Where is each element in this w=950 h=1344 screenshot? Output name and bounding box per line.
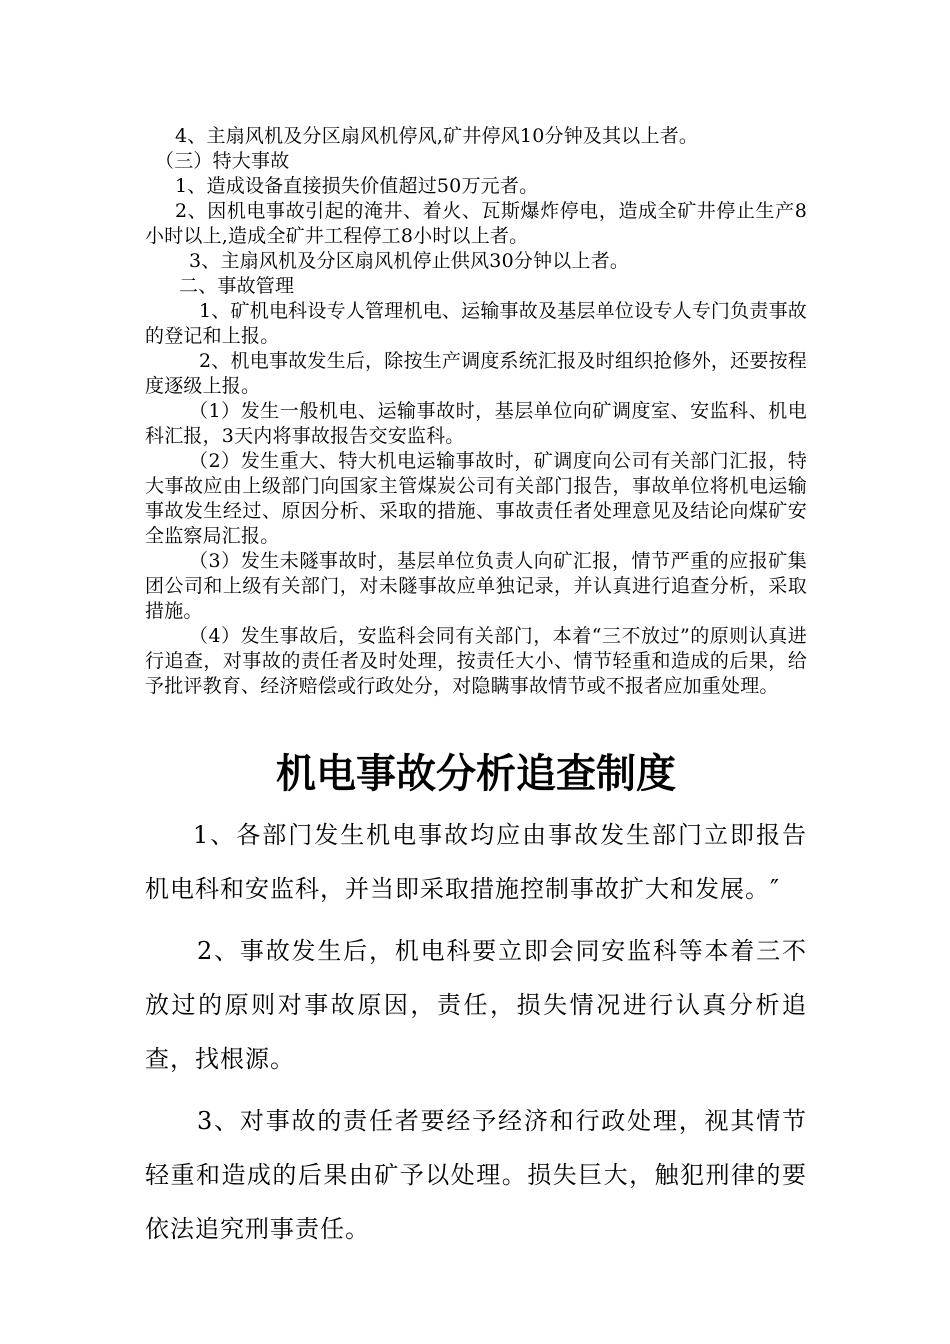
section-title: 机电事故分析追查制度 bbox=[276, 751, 676, 797]
paragraph: 3、对事故的责任者要经予经济和行政处理，视其情节轻重和造成的后果由矿予以处理。损失巨大，触犯刑律的要依法追究刑事责任。 bbox=[145, 1107, 807, 1243]
paragraph: 2、事故发生后，机电科要立即会同安监科等本着三不放过的原则对事故原因，责任，损失情况进行认真分析追查，找根源。 bbox=[145, 937, 807, 1073]
paragraph: 2、机电事故发生后，除按生产调度系统汇报及时组织抢修外，还要按程度逐级上报。 bbox=[145, 350, 807, 397]
paragraph: （1）发生一般机电、运输事故时，基层单位向矿调度室、安监科、机电科汇报，3天内将事故报告交安监科。 bbox=[145, 400, 807, 447]
paragraph: （4）发生事故后，安监科会同有关部门，本着“三不放过”的原则认真进行追查，对事故的责任者及时处理，按责任大小、情节轻重和造成的后果，给予批评教育、经济赔偿或行政处分，对隐瞒事故情节或不报者应加重处理。 bbox=[145, 625, 807, 697]
paragraph: 3、主扇风机及分区扇风机停止供风30分钟以上者。 bbox=[189, 250, 630, 272]
paragraph: 1、各部门发生机电事故均应由事故发生部门立即报告机电科和安监科，并当即采取措施控制事故扩大和发展。″ bbox=[145, 821, 807, 903]
paragraph: （3）发生未隧事故时，基层单位负责人向矿汇报，情节严重的应报矿集团公司和上级有关部门，对未隧事故应单独记录，并认真进行追查分析，采取措施。 bbox=[145, 550, 807, 622]
paragraph: （2）发生重大、特大机电运输事故时，矿调度向公司有关部门汇报，特大事故应由上级部门向国家主管煤炭公司有关部门报告，事故单位将机电运输事故发生经过、原因分析、采取的措施、事故责任者处理意见及结论向煤矿安全监察局汇报。 bbox=[145, 450, 807, 547]
paragraph: 2、因机电事故引起的淹井、着火、瓦斯爆炸停电，造成全矿井停止生产8小时以上,造成全矿井工程停工8小时以上者。 bbox=[145, 200, 807, 247]
paragraph: 1、矿机电科设专人管理机电、运输事故及基层单位设专人专门负责事故的登记和上报。 bbox=[145, 300, 807, 347]
paragraph: 1、造成设备直接损失价值超过50万元者。 bbox=[175, 175, 539, 197]
paragraph: （三）特大事故 bbox=[155, 150, 290, 172]
section-heading: 二、事故管理 bbox=[179, 275, 295, 297]
upper-text-block bbox=[145, 124, 807, 699]
lower-text-block bbox=[145, 748, 807, 1264]
paragraph: 4、主扇风机及分区扇风机停风,矿井停风10分钟及其以上者。 bbox=[175, 125, 699, 147]
